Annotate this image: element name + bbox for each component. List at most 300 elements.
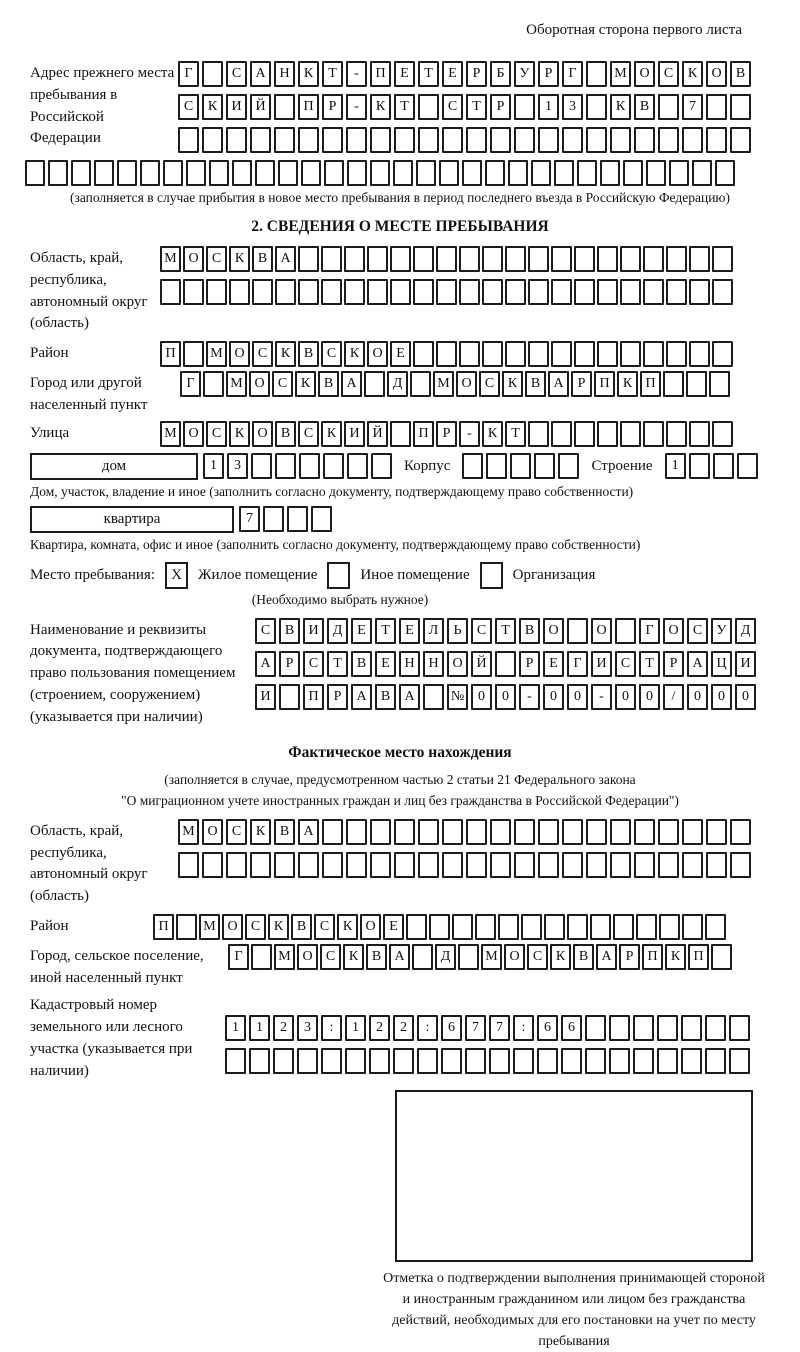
char-cell[interactable]: В — [351, 651, 372, 677]
char-cell[interactable]: Д — [735, 618, 756, 644]
char-cell[interactable]: С — [206, 246, 227, 272]
char-cell[interactable]: 6 — [561, 1015, 582, 1041]
char-cell[interactable]: С — [442, 94, 463, 120]
char-cell[interactable] — [436, 341, 457, 367]
char-cell[interactable] — [202, 61, 223, 87]
char-cell[interactable]: Р — [322, 94, 343, 120]
char-cell[interactable] — [537, 1048, 558, 1074]
char-cell[interactable] — [528, 421, 549, 447]
char-cell[interactable] — [706, 94, 727, 120]
char-cell[interactable] — [490, 852, 511, 878]
char-cell[interactable]: П — [640, 371, 661, 397]
char-cell[interactable] — [416, 160, 436, 186]
char-cell[interactable] — [486, 453, 507, 479]
char-cell[interactable]: О — [447, 651, 468, 677]
char-cell[interactable] — [705, 1048, 726, 1074]
char-cell[interactable] — [225, 1048, 246, 1074]
char-cell[interactable] — [692, 160, 712, 186]
char-cell[interactable] — [393, 1048, 414, 1074]
char-cell[interactable] — [482, 279, 503, 305]
char-cell[interactable]: К — [343, 944, 364, 970]
char-cell[interactable] — [623, 160, 643, 186]
char-cell[interactable]: 1 — [345, 1015, 366, 1041]
char-cell[interactable] — [586, 127, 607, 153]
char-cell[interactable] — [321, 246, 342, 272]
char-cell[interactable] — [643, 421, 664, 447]
char-cell[interactable] — [574, 341, 595, 367]
char-cell[interactable] — [709, 371, 730, 397]
char-cell[interactable]: 0 — [687, 684, 708, 710]
char-cell[interactable]: 0 — [495, 684, 516, 710]
char-cell[interactable] — [490, 127, 511, 153]
char-cell[interactable]: С — [298, 421, 319, 447]
char-cell[interactable]: М — [160, 246, 181, 272]
char-cell[interactable]: С — [527, 944, 548, 970]
char-cell[interactable]: А — [250, 61, 271, 87]
char-cell[interactable] — [418, 94, 439, 120]
char-cell[interactable] — [538, 127, 559, 153]
char-cell[interactable]: К — [202, 94, 223, 120]
char-cell[interactable] — [263, 506, 284, 532]
char-cell[interactable]: Д — [435, 944, 456, 970]
char-cell[interactable] — [610, 819, 631, 845]
char-cell[interactable]: К — [229, 246, 250, 272]
char-cell[interactable] — [657, 1015, 678, 1041]
char-cell[interactable]: Р — [663, 651, 684, 677]
char-cell[interactable] — [299, 453, 320, 479]
char-cell[interactable] — [634, 127, 655, 153]
char-cell[interactable] — [232, 160, 252, 186]
char-cell[interactable]: М — [433, 371, 454, 397]
char-cell[interactable]: У — [711, 618, 732, 644]
char-cell[interactable]: 0 — [471, 684, 492, 710]
char-cell[interactable] — [413, 341, 434, 367]
char-cell[interactable]: Н — [399, 651, 420, 677]
char-cell[interactable]: : — [417, 1015, 438, 1041]
char-cell[interactable] — [275, 453, 296, 479]
char-cell[interactable]: О — [183, 421, 204, 447]
char-cell[interactable]: № — [447, 684, 468, 710]
char-cell[interactable] — [666, 246, 687, 272]
apartment-type-box[interactable]: квартира — [30, 506, 234, 533]
char-cell[interactable] — [586, 94, 607, 120]
char-cell[interactable] — [321, 279, 342, 305]
char-cell[interactable] — [561, 1048, 582, 1074]
char-cell[interactable] — [505, 341, 526, 367]
char-cell[interactable]: С — [479, 371, 500, 397]
char-cell[interactable]: С — [321, 341, 342, 367]
char-cell[interactable]: К — [482, 421, 503, 447]
char-cell[interactable] — [682, 819, 703, 845]
char-cell[interactable] — [442, 852, 463, 878]
char-cell[interactable]: Т — [466, 94, 487, 120]
char-cell[interactable] — [462, 453, 483, 479]
char-cell[interactable]: А — [389, 944, 410, 970]
char-cell[interactable] — [666, 279, 687, 305]
char-cell[interactable]: А — [341, 371, 362, 397]
char-cell[interactable] — [712, 421, 733, 447]
char-cell[interactable] — [452, 914, 473, 940]
char-cell[interactable] — [406, 914, 427, 940]
char-cell[interactable]: К — [298, 61, 319, 87]
char-cell[interactable] — [646, 160, 666, 186]
char-cell[interactable] — [534, 453, 555, 479]
char-cell[interactable] — [344, 246, 365, 272]
char-cell[interactable]: В — [298, 341, 319, 367]
char-cell[interactable] — [658, 127, 679, 153]
char-cell[interactable] — [634, 819, 655, 845]
char-cell[interactable]: А — [548, 371, 569, 397]
char-cell[interactable] — [562, 852, 583, 878]
char-cell[interactable]: Н — [274, 61, 295, 87]
char-cell[interactable]: Г — [180, 371, 201, 397]
char-cell[interactable]: 7 — [465, 1015, 486, 1041]
char-cell[interactable]: В — [291, 914, 312, 940]
char-cell[interactable]: О — [706, 61, 727, 87]
char-cell[interactable]: С — [245, 914, 266, 940]
char-cell[interactable]: Г — [178, 61, 199, 87]
char-cell[interactable]: В — [573, 944, 594, 970]
char-cell[interactable] — [390, 421, 411, 447]
char-cell[interactable] — [249, 1048, 270, 1074]
char-cell[interactable] — [620, 421, 641, 447]
char-cell[interactable]: В — [525, 371, 546, 397]
char-cell[interactable] — [298, 246, 319, 272]
char-cell[interactable] — [657, 1048, 678, 1074]
char-cell[interactable] — [322, 127, 343, 153]
char-cell[interactable]: 0 — [543, 684, 564, 710]
char-cell[interactable]: П — [303, 684, 324, 710]
char-cell[interactable]: Р — [519, 651, 540, 677]
char-cell[interactable]: С — [687, 618, 708, 644]
char-cell[interactable] — [183, 279, 204, 305]
char-cell[interactable] — [689, 279, 710, 305]
char-cell[interactable] — [393, 160, 413, 186]
char-cell[interactable] — [370, 160, 390, 186]
char-cell[interactable] — [369, 1048, 390, 1074]
char-cell[interactable]: Р — [538, 61, 559, 87]
char-cell[interactable]: С — [314, 914, 335, 940]
char-cell[interactable]: О — [543, 618, 564, 644]
char-cell[interactable]: - — [346, 94, 367, 120]
char-cell[interactable] — [682, 127, 703, 153]
char-cell[interactable] — [711, 944, 732, 970]
char-cell[interactable]: В — [252, 246, 273, 272]
char-cell[interactable] — [489, 1048, 510, 1074]
char-cell[interactable] — [394, 127, 415, 153]
char-cell[interactable]: М — [199, 914, 220, 940]
char-cell[interactable]: В — [279, 618, 300, 644]
char-cell[interactable] — [390, 246, 411, 272]
char-cell[interactable] — [250, 852, 271, 878]
char-cell[interactable] — [394, 852, 415, 878]
char-cell[interactable]: 0 — [735, 684, 756, 710]
char-cell[interactable] — [586, 852, 607, 878]
char-cell[interactable]: В — [634, 94, 655, 120]
char-cell[interactable]: 0 — [711, 684, 732, 710]
char-cell[interactable] — [706, 819, 727, 845]
char-cell[interactable] — [574, 246, 595, 272]
char-cell[interactable]: 0 — [615, 684, 636, 710]
char-cell[interactable] — [202, 852, 223, 878]
char-cell[interactable] — [686, 371, 707, 397]
char-cell[interactable]: - — [519, 684, 540, 710]
checkbox-residential[interactable]: X — [165, 562, 188, 589]
char-cell[interactable] — [610, 852, 631, 878]
char-cell[interactable] — [567, 914, 588, 940]
char-cell[interactable] — [682, 852, 703, 878]
char-cell[interactable] — [459, 341, 480, 367]
char-cell[interactable] — [586, 819, 607, 845]
char-cell[interactable] — [323, 453, 344, 479]
char-cell[interactable] — [730, 819, 751, 845]
char-cell[interactable] — [160, 279, 181, 305]
char-cell[interactable] — [558, 453, 579, 479]
char-cell[interactable]: В — [275, 421, 296, 447]
char-cell[interactable]: О — [591, 618, 612, 644]
char-cell[interactable] — [344, 279, 365, 305]
char-cell[interactable]: М — [481, 944, 502, 970]
char-cell[interactable]: К — [502, 371, 523, 397]
char-cell[interactable] — [206, 279, 227, 305]
char-cell[interactable] — [597, 246, 618, 272]
char-cell[interactable] — [531, 160, 551, 186]
char-cell[interactable] — [620, 246, 641, 272]
char-cell[interactable]: П — [298, 94, 319, 120]
char-cell[interactable]: 3 — [227, 453, 248, 479]
char-cell[interactable]: А — [351, 684, 372, 710]
char-cell[interactable]: Т — [495, 618, 516, 644]
char-cell[interactable] — [590, 914, 611, 940]
char-cell[interactable]: П — [594, 371, 615, 397]
char-cell[interactable] — [544, 914, 565, 940]
char-cell[interactable]: К — [337, 914, 358, 940]
char-cell[interactable] — [458, 944, 479, 970]
char-cell[interactable] — [252, 279, 273, 305]
char-cell[interactable] — [505, 279, 526, 305]
char-cell[interactable] — [178, 852, 199, 878]
char-cell[interactable]: Й — [471, 651, 492, 677]
char-cell[interactable] — [297, 1048, 318, 1074]
char-cell[interactable] — [737, 453, 758, 479]
char-cell[interactable] — [301, 160, 321, 186]
char-cell[interactable] — [574, 279, 595, 305]
char-cell[interactable]: О — [634, 61, 655, 87]
char-cell[interactable] — [226, 852, 247, 878]
char-cell[interactable] — [370, 127, 391, 153]
char-cell[interactable] — [613, 914, 634, 940]
char-cell[interactable] — [441, 1048, 462, 1074]
char-cell[interactable] — [465, 1048, 486, 1074]
char-cell[interactable]: С — [226, 819, 247, 845]
char-cell[interactable] — [367, 279, 388, 305]
char-cell[interactable] — [466, 852, 487, 878]
char-cell[interactable] — [459, 246, 480, 272]
char-cell[interactable]: Б — [490, 61, 511, 87]
char-cell[interactable] — [371, 453, 392, 479]
char-cell[interactable]: А — [399, 684, 420, 710]
char-cell[interactable] — [634, 852, 655, 878]
char-cell[interactable] — [485, 160, 505, 186]
char-cell[interactable] — [418, 819, 439, 845]
char-cell[interactable] — [203, 371, 224, 397]
char-cell[interactable]: Н — [423, 651, 444, 677]
char-cell[interactable]: И — [735, 651, 756, 677]
char-cell[interactable] — [482, 341, 503, 367]
char-cell[interactable] — [586, 61, 607, 87]
char-cell[interactable] — [490, 819, 511, 845]
char-cell[interactable]: К — [550, 944, 571, 970]
char-cell[interactable]: О — [663, 618, 684, 644]
char-cell[interactable]: Ь — [447, 618, 468, 644]
char-cell[interactable]: О — [249, 371, 270, 397]
char-cell[interactable]: 1 — [225, 1015, 246, 1041]
char-cell[interactable] — [418, 127, 439, 153]
char-cell[interactable] — [633, 1048, 654, 1074]
char-cell[interactable]: 1 — [203, 453, 224, 479]
char-cell[interactable]: И — [226, 94, 247, 120]
char-cell[interactable]: О — [229, 341, 250, 367]
char-cell[interactable]: В — [274, 819, 295, 845]
char-cell[interactable]: М — [226, 371, 247, 397]
char-cell[interactable] — [712, 246, 733, 272]
char-cell[interactable]: Ц — [711, 651, 732, 677]
char-cell[interactable] — [436, 279, 457, 305]
char-cell[interactable]: Т — [418, 61, 439, 87]
char-cell[interactable]: Е — [394, 61, 415, 87]
char-cell[interactable]: Д — [327, 618, 348, 644]
char-cell[interactable]: К — [617, 371, 638, 397]
char-cell[interactable] — [370, 852, 391, 878]
char-cell[interactable] — [298, 127, 319, 153]
char-cell[interactable]: 2 — [273, 1015, 294, 1041]
char-cell[interactable]: О — [367, 341, 388, 367]
char-cell[interactable] — [597, 421, 618, 447]
char-cell[interactable] — [689, 341, 710, 367]
char-cell[interactable]: - — [459, 421, 480, 447]
char-cell[interactable] — [551, 279, 572, 305]
char-cell[interactable]: Р — [279, 651, 300, 677]
char-cell[interactable] — [620, 279, 641, 305]
char-cell[interactable] — [117, 160, 137, 186]
char-cell[interactable]: Р — [436, 421, 457, 447]
char-cell[interactable] — [346, 127, 367, 153]
char-cell[interactable]: С — [303, 651, 324, 677]
char-cell[interactable]: И — [255, 684, 276, 710]
char-cell[interactable] — [274, 127, 295, 153]
char-cell[interactable] — [298, 852, 319, 878]
char-cell[interactable]: О — [252, 421, 273, 447]
char-cell[interactable] — [462, 160, 482, 186]
char-cell[interactable] — [202, 127, 223, 153]
char-cell[interactable]: : — [513, 1015, 534, 1041]
char-cell[interactable]: О — [183, 246, 204, 272]
char-cell[interactable] — [140, 160, 160, 186]
char-cell[interactable] — [551, 421, 572, 447]
char-cell[interactable] — [410, 371, 431, 397]
char-cell[interactable]: У — [514, 61, 535, 87]
char-cell[interactable] — [298, 279, 319, 305]
char-cell[interactable] — [730, 852, 751, 878]
char-cell[interactable]: 1 — [249, 1015, 270, 1041]
char-cell[interactable]: К — [229, 421, 250, 447]
char-cell[interactable] — [345, 1048, 366, 1074]
char-cell[interactable]: А — [255, 651, 276, 677]
char-cell[interactable]: О — [222, 914, 243, 940]
char-cell[interactable] — [528, 279, 549, 305]
char-cell[interactable]: М — [610, 61, 631, 87]
char-cell[interactable] — [609, 1015, 630, 1041]
char-cell[interactable]: Й — [367, 421, 388, 447]
char-cell[interactable] — [466, 819, 487, 845]
char-cell[interactable]: К — [610, 94, 631, 120]
char-cell[interactable]: П — [413, 421, 434, 447]
char-cell[interactable]: А — [596, 944, 617, 970]
char-cell[interactable] — [482, 246, 503, 272]
char-cell[interactable] — [609, 1048, 630, 1074]
char-cell[interactable] — [322, 852, 343, 878]
char-cell[interactable]: А — [687, 651, 708, 677]
char-cell[interactable]: Т — [639, 651, 660, 677]
char-cell[interactable]: Р — [571, 371, 592, 397]
char-cell[interactable]: К — [250, 819, 271, 845]
char-cell[interactable] — [600, 160, 620, 186]
char-cell[interactable]: С — [320, 944, 341, 970]
char-cell[interactable] — [418, 852, 439, 878]
char-cell[interactable] — [554, 160, 574, 186]
char-cell[interactable]: 7 — [239, 506, 260, 532]
char-cell[interactable]: 0 — [639, 684, 660, 710]
char-cell[interactable]: 2 — [369, 1015, 390, 1041]
char-cell[interactable] — [412, 944, 433, 970]
char-cell[interactable] — [636, 914, 657, 940]
char-cell[interactable] — [730, 127, 751, 153]
char-cell[interactable]: В — [375, 684, 396, 710]
char-cell[interactable]: С — [206, 421, 227, 447]
char-cell[interactable] — [322, 819, 343, 845]
char-cell[interactable] — [643, 341, 664, 367]
char-cell[interactable]: - — [346, 61, 367, 87]
char-cell[interactable] — [689, 246, 710, 272]
char-cell[interactable]: М — [178, 819, 199, 845]
char-cell[interactable] — [439, 160, 459, 186]
char-cell[interactable] — [610, 127, 631, 153]
char-cell[interactable] — [347, 160, 367, 186]
char-cell[interactable]: Т — [505, 421, 526, 447]
char-cell[interactable]: Е — [543, 651, 564, 677]
char-cell[interactable] — [730, 94, 751, 120]
char-cell[interactable] — [615, 618, 636, 644]
char-cell[interactable]: К — [370, 94, 391, 120]
char-cell[interactable]: О — [360, 914, 381, 940]
char-cell[interactable] — [643, 246, 664, 272]
char-cell[interactable] — [562, 127, 583, 153]
char-cell[interactable] — [514, 819, 535, 845]
char-cell[interactable] — [364, 371, 385, 397]
char-cell[interactable] — [459, 279, 480, 305]
char-cell[interactable]: О — [504, 944, 525, 970]
char-cell[interactable]: П — [153, 914, 174, 940]
char-cell[interactable]: Р — [619, 944, 640, 970]
char-cell[interactable] — [209, 160, 229, 186]
char-cell[interactable]: К — [275, 341, 296, 367]
char-cell[interactable]: М — [274, 944, 295, 970]
char-cell[interactable]: 6 — [537, 1015, 558, 1041]
char-cell[interactable] — [663, 371, 684, 397]
char-cell[interactable] — [498, 914, 519, 940]
char-cell[interactable]: 7 — [682, 94, 703, 120]
char-cell[interactable] — [287, 506, 308, 532]
